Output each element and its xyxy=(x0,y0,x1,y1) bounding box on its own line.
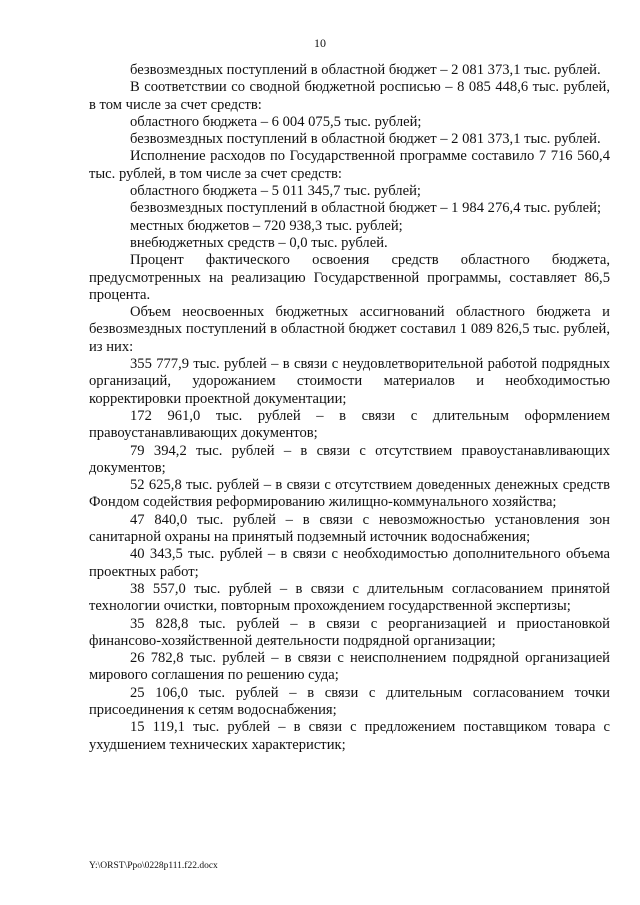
document-body xyxy=(89,62,610,754)
paragraph: 25 106,0 тыс. рублей – в связи с длительным согласованием точки присоединения к сетям водоснабжения; xyxy=(89,684,610,718)
paragraph: безвозмездных поступлений в областной бюджет – 2 081 373,1 тыс. рублей. xyxy=(130,62,601,78)
paragraph: внебюджетных средств – 0,0 тыс. рублей. xyxy=(130,234,388,251)
paragraph: местных бюджетов – 720 938,3 тыс. рублей; xyxy=(130,217,403,234)
paragraph: 26 782,8 тыс. рублей – в связи с неисполнением подрядной организацией мирового соглашения по решению суда; xyxy=(89,650,610,684)
paragraph: 355 777,9 тыс. рублей – в связи с неудовлетворительной работой подрядных организаций, удорожанием стоимости материалов и необходимостью корректировки проектной документации; xyxy=(89,356,610,407)
footer-file-path: Y:\ORST\Ppo\0228p111.f22.docx xyxy=(89,861,218,871)
paragraph: областного бюджета – 6 004 075,5 тыс. рублей; xyxy=(130,113,422,130)
paragraph: 40 343,5 тыс. рублей – в связи с необходимостью дополнительного объема проектных работ; xyxy=(89,546,610,580)
paragraph: В соответствии со сводной бюджетной росписью – 8 085 448,6 тыс. рублей, в том числе за счет средств: xyxy=(89,79,610,113)
paragraph: Исполнение расходов по Государственной программе составило 7 716 560,4 тыс. рублей, в том числе за счет средств: xyxy=(89,148,610,182)
paragraph: 52 625,8 тыс. рублей – в связи с отсутствием доведенных денежных средств Фондом содействия реформированию жилищно-коммунального хозяйства; xyxy=(89,477,610,511)
paragraph: Объем неосвоенных бюджетных ассигнований областного бюджета и безвозмездных поступлений в областной бюджет составил 1 089 826,5 тыс. рублей, из них: xyxy=(89,304,610,355)
page-number: 10 xyxy=(314,36,326,50)
paragraph: 79 394,2 тыс. рублей – в связи с отсутствием правоустанавливающих документов; xyxy=(89,442,610,476)
paragraph: 47 840,0 тыс. рублей – в связи с невозможностью установления зон санитарной охраны на принятый подземный источник водоснабжения; xyxy=(89,511,610,546)
paragraph: 35 828,8 тыс. рублей – в связи с реорганизацией и приостановкой финансово-хозяйственной деятельности подрядной организации; xyxy=(89,615,610,649)
paragraph: безвозмездных поступлений в областной бюджет – 1 984 276,4 тыс. рублей; xyxy=(130,200,602,217)
paragraph: 172 961,0 тыс. рублей – в связи с длительным оформлением правоустанавливающих документов; xyxy=(89,407,610,442)
paragraph: областного бюджета – 5 011 345,7 тыс. рублей; xyxy=(130,183,421,200)
paragraph: 38 557,0 тыс. рублей – в связи с длительным согласованием принятой технологии очистки, повторным прохождением государственной экспертизы; xyxy=(89,580,610,615)
paragraph: Процент фактического освоения средств областного бюджета, предусмотренных на реализацию Государственной программы, составляет 86,5 процента. xyxy=(89,252,610,303)
paragraph: безвозмездных поступлений в областной бюджет – 2 081 373,1 тыс. рублей. xyxy=(130,131,601,148)
paragraph: 15 119,1 тыс. рублей – в связи с предложением поставщиком товара с ухудшением технических характеристик; xyxy=(89,719,610,753)
